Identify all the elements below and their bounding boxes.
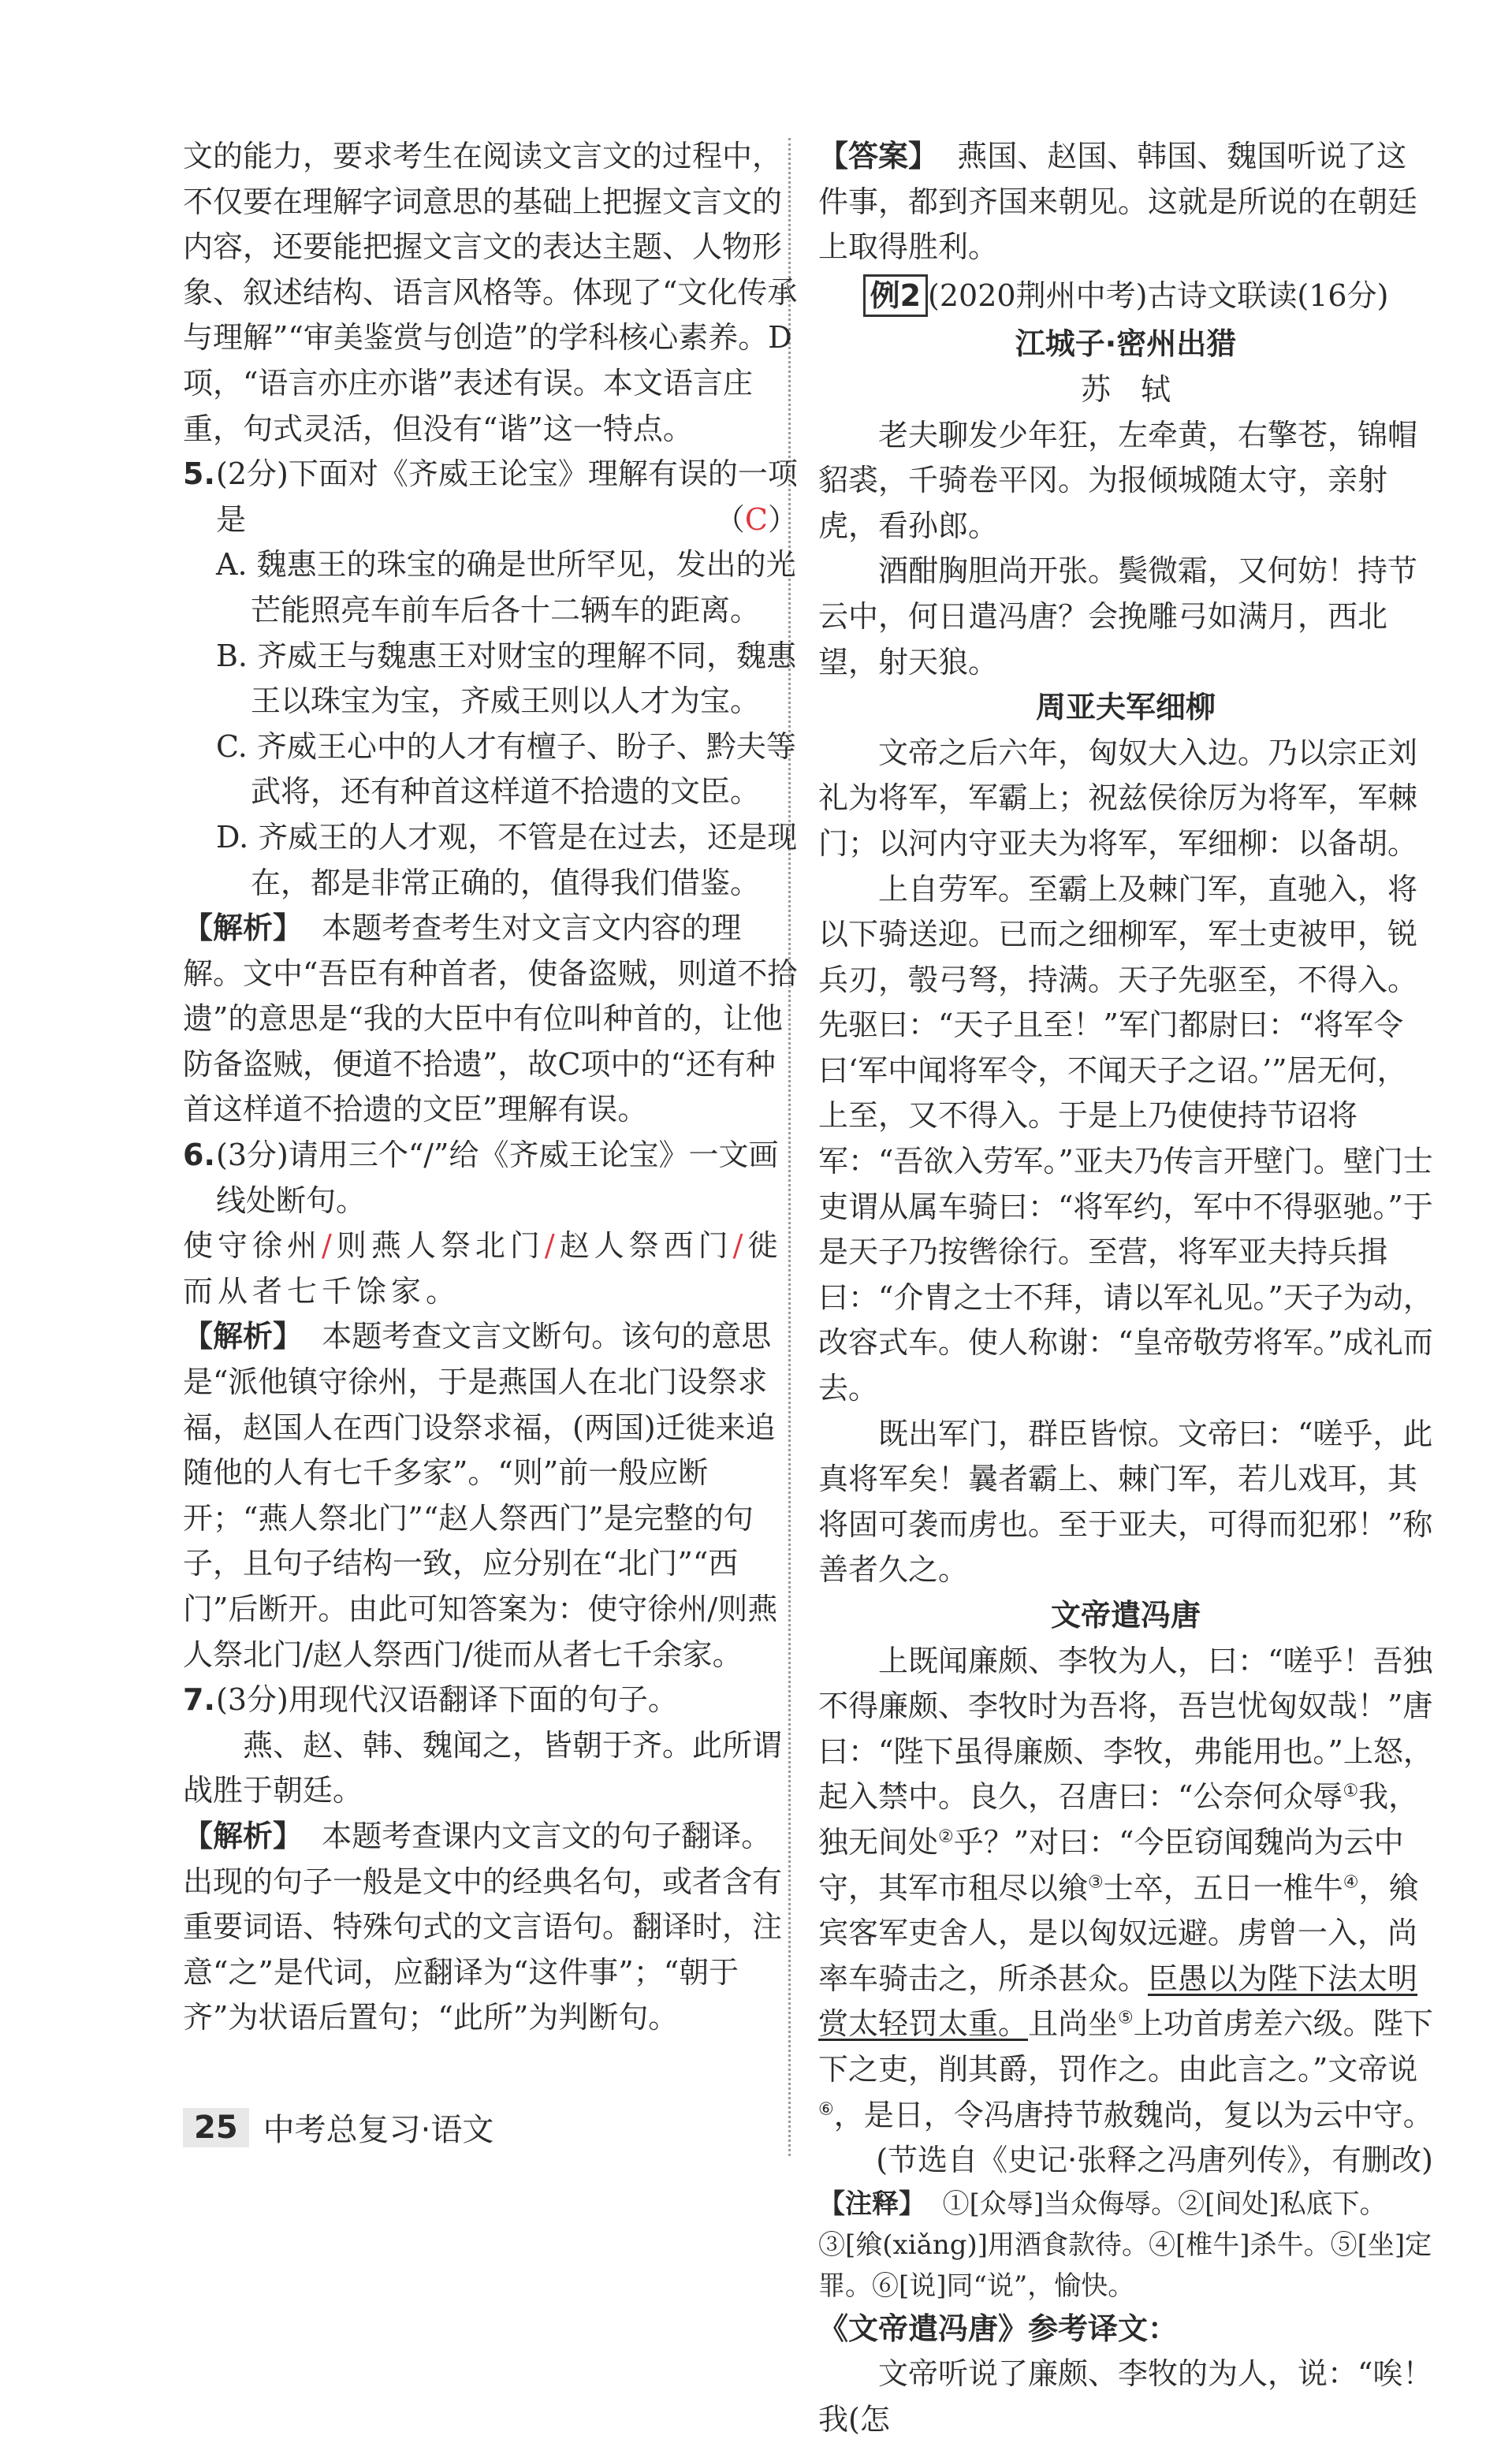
- notes-tag: 【注释】: [818, 2188, 925, 2220]
- example-label: 例2: [863, 274, 928, 317]
- answer-tag: 【答案】: [818, 139, 939, 173]
- option-b: B. 齐威王与魏惠王对财宝的理解不同，魏惠王以珠宝为宝，齐威王则以人才为宝。: [216, 638, 797, 719]
- text3-title: 文帝遣冯唐: [1050, 1598, 1201, 1633]
- translation-title: 《文帝遣冯唐》参考译文：: [818, 2311, 1179, 2346]
- analysis-tag: 【解析】: [183, 911, 304, 946]
- question-number: 7.: [183, 1682, 215, 1718]
- example-title: (2020荆州中考)古诗文联读(16分): [928, 277, 1389, 313]
- left-column: [183, 134, 798, 2041]
- sentence-break-answer: 使守徐州/则燕人祭北门/赵人祭西门/徙而从者七千馀家。: [183, 1228, 783, 1309]
- question-6: [183, 1133, 798, 1223]
- intro-paragraph: 文的能力，要求考生在阅读文言文的过程中，不仅要在理解字词意思的基础上把握文言文的内容，还要能把握文言文的表达主题、人物形象、叙述结构、语言风格等。体现了“文化传承与理解”“审美鉴赏与创造”的学科核心素养。D项，“语言亦庄亦谐”表述有误。本文语言庄重，句式灵活，但没有“谐”这一特点。: [183, 139, 798, 446]
- poem-author: 苏 轼: [1080, 371, 1171, 407]
- text2-paragraph: 文帝之后六年，匈奴大入边。乃以宗正刘礼为将军，军霸上；祝兹侯徐厉为将军，军棘门；以河内守亚夫为将军，军细柳：以备胡。: [818, 735, 1418, 861]
- poem-stanza-2: 酒酣胸胆尚开张。鬓微霜，又何妨！持节云中，何日遣冯唐？会挽雕弓如满月，西北望，射天狼。: [818, 553, 1418, 680]
- translate-sentence: 燕、赵、韩、魏闻之，皆朝于齐。此所谓战胜于朝廷。: [183, 1727, 783, 1808]
- analysis-tag: 【解析】: [183, 1818, 304, 1853]
- question-number: 5.: [183, 456, 215, 492]
- question-stem: (3分)请用三个“/”给《齐威王论宝》一文画线处断句。: [216, 1138, 779, 1218]
- question-number: 6.: [183, 1138, 215, 1173]
- answer-choice: C: [744, 501, 768, 537]
- translation-start: 文帝听说了廉颇、李牧的为人，说：“唉！我(怎: [818, 2356, 1433, 2437]
- answer-blank: （C）: [714, 501, 798, 537]
- analysis-tag: 【解析】: [183, 1319, 304, 1354]
- question-stem: (3分)用现代汉语翻译下面的句子。: [216, 1682, 678, 1718]
- text2-paragraph: 上自劳军。至霸上及棘门军，直驰入，将以下骑送迎。已而之细柳军，军士吏被甲，锐兵刃，彀弓弩，持满。天子先驱至，不得入。先驱曰：“天子且至！”军门都尉曰：“将军令曰‘军中闻将军令，不闻天子之诏。’”居无何，上至，又不得入。于是上乃使使持节诏将军：“吾欲入劳军。”亚夫乃传言开壁门。壁门士吏谓从属车骑曰：“将军约，军中不得驱驰。”于是天子乃按辔徐行。至营，将军亚夫持兵揖曰：“介胄之士不拜，请以军礼见。”天子为动，改容式车。使人称谢：“皇帝敬劳将军。”成礼而去。: [818, 871, 1433, 1406]
- analysis-5: 【解析】 本题考查考生对文言文内容的理解。文中“吾臣有种首者，使备盗贼，则道不拾遗”的意思是“我的大臣中有位叫种首的，让他防备盗贼，便道不拾遗”，故C项中的“还有种首这样道不拾遗的文臣”理解有误。: [183, 911, 798, 1127]
- right-column: [818, 134, 1433, 2443]
- page-footer: [183, 2105, 493, 2150]
- page-number: 25: [183, 2108, 249, 2147]
- notes: 【注释】 ①[众辱]当众侮辱。②[间处]私底下。③[飨(xiǎng)]用酒食款待。④[椎牛]杀牛。⑤[坐]定罪。⑥[说]同“说”，愉快。: [818, 2188, 1432, 2302]
- question-stem: (2分)下面对《齐威王论宝》理解有误的一项是 （C）: [216, 452, 798, 542]
- text2-paragraph: 既出军门，群臣皆惊。文帝曰：“嗟乎，此真将军矣！曩者霸上、棘门军，若儿戏耳，其将固可袭而虏也。至于亚夫，可得而犯邪！”称善者久之。: [818, 1416, 1433, 1588]
- text2-title: 周亚夫军细柳: [1035, 690, 1216, 725]
- answer-7: 【答案】 燕国、赵国、韩国、魏国听说了这件事，都到齐国来朝见。这就是所说的在朝廷上取得胜利。: [818, 139, 1418, 265]
- poem-title: 江城子·密州出猎: [1015, 326, 1237, 362]
- underlined-sentence: 臣愚以为陛下法太明赏太轻罚太重。: [818, 1961, 1418, 2042]
- source-citation: (节选自《史记·张释之冯唐列传》，有删改): [876, 2143, 1433, 2178]
- book-title: 中考总复习·语文: [263, 2112, 494, 2148]
- question-5: [183, 452, 798, 906]
- analysis-6: 【解析】 本题考查文言文断句。该句的意思是“派他镇守徐州，于是燕国人在北门设祭求福，赵国人在西门设祭求福，(两国)迁徙来追随他的人有七千多家”。“则”前一般应断开；“燕人祭北门”“赵人祭西门”是完整的句子，且句子结构一致，应分别在“北门”“西门”后断开。由此可知答案为：使守徐州/则燕人祭北门/赵人祭西门/徙而从者七千余家。: [183, 1319, 778, 1672]
- option-a: A. 魏惠王的珠宝的确是世所罕见，发出的光芒能照亮车前车后各十二辆车的距离。: [216, 547, 796, 628]
- analysis-7: 【解析】 本题考查课内文言文的句子翻译。出现的句子一般是文中的经典名句，或者含有重要词语、特殊句式的文言语句。翻译时，注意“之”是代词，应翻译为“这件事”；“朝于齐”为状语后置句；“此所”为判断句。: [183, 1818, 783, 2035]
- question-7: [183, 1678, 798, 1723]
- poem-stanza-1: 老夫聊发少年狂，左牵黄，右擎苍，锦帽貂裘，千骑卷平冈。为报倾城随太守，亲射虎，看孙郎。: [818, 417, 1418, 543]
- text3-paragraph: 上既闻廉颇、李牧为人，曰：“嗟乎！吾独不得廉颇、李牧时为吾将，吾岂忧匈奴哉！”唐曰：“陛下虽得廉颇、李牧，弗能用也。”上怒，起入禁中。良久，召唐曰：“公奈何众辱①我，独无间处②乎？”对曰：“今臣窃闻魏尚为云中守，其军市租尽以飨③士卒，五日一椎牛④，飨宾客军吏舍人，是以匈奴远避。虏曾一入，尚率车骑击之，所杀甚众。臣愚以为陛下法太明赏太轻罚太重。且尚坐⑤上功首虏差六级。陛下下之吏，削其爵，罚作之。由此言之。”文帝说⑥，是日，令冯唐持节赦魏尚，复以为云中守。: [818, 1643, 1433, 2132]
- option-d: D. 齐威王的人才观，不管是在过去，还是现在，都是非常正确的，值得我们借鉴。: [216, 819, 798, 900]
- option-c: C. 齐威王心中的人才有檀子、盼子、黔夫等武将，还有种首这样道不拾遗的文臣。: [216, 728, 796, 810]
- example-header: [818, 274, 1433, 319]
